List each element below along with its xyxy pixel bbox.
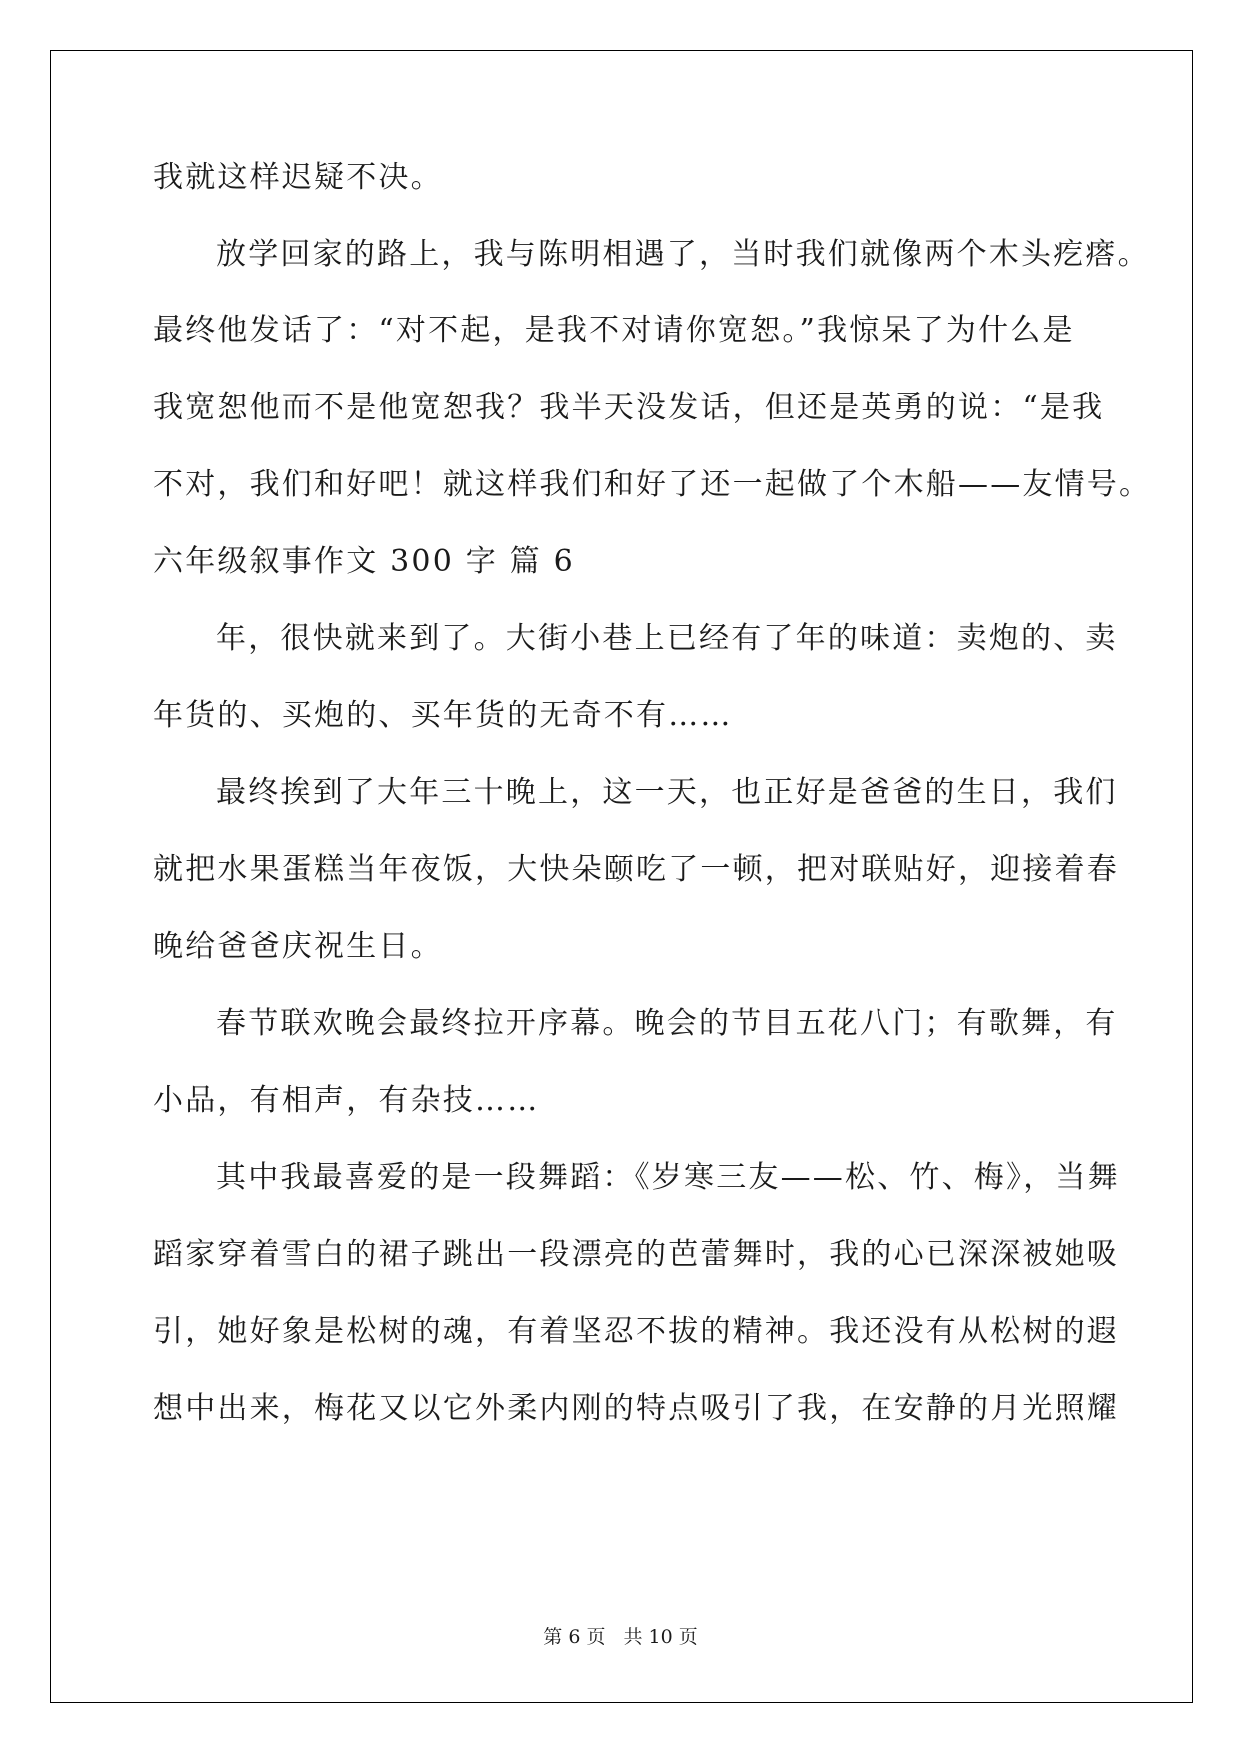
text-line: 就把水果蛋糕当年夜饭，大快朵颐吃了一顿，把对联贴好，迎接着春 (153, 852, 1119, 887)
text-line: 晚给爸爸庆祝生日。 (153, 929, 443, 964)
paragraph-start-line: 春节联欢晚会最终拉开序幕。晚会的节目五花八门；有歌舞，有 (216, 1006, 1118, 1041)
paragraph-start-line: 最终挨到了大年三十晚上，这一天，也正好是爸爸的生日，我们 (216, 775, 1118, 810)
text-line: 不对，我们和好吧！就这样我们和好了还一起做了个木船——友情号。 (153, 467, 1152, 502)
page-number: 第 6 页 (543, 1626, 606, 1648)
text-line: 我宽恕他而不是他宽恕我？我半天没发话，但还是英勇的说：“是我 (153, 390, 1105, 425)
paragraph-start-line: 放学回家的路上，我与陈明相遇了，当时我们就像两个木头疙瘩。 (216, 237, 1150, 272)
text-line: 小品，有相声，有杂技…… (153, 1083, 540, 1118)
essay-heading: 六年级叙事作文 300 字 篇 6 (153, 544, 575, 579)
text-line: 蹈家穿着雪白的裙子跳出一段漂亮的芭蕾舞时，我的心已深深被她吸 (153, 1237, 1119, 1272)
page-total: 共 10 页 (623, 1626, 698, 1648)
text-line: 最终他发话了：“对不起，是我不对请你宽恕。”我惊呆了为什么是 (153, 313, 1075, 348)
text-line: 我就这样迟疑不决。 (153, 160, 443, 195)
text-line: 引，她好象是松树的魂，有着坚忍不拔的精神。我还没有从松树的遐 (153, 1314, 1119, 1349)
paragraph-start-line: 其中我最喜爱的是一段舞蹈：《岁寒三友——松、竹、梅》，当舞 (216, 1160, 1120, 1195)
paragraph-start-line: 年，很快就来到了。大街小巷上已经有了年的味道：卖炮的、卖 (216, 621, 1118, 656)
page-footer (0, 1622, 1241, 1649)
text-line: 想中出来，梅花又以它外柔内刚的特点吸引了我，在安静的月光照耀 (153, 1391, 1119, 1426)
text-line: 年货的、买炮的、买年货的无奇不有…… (153, 698, 733, 733)
